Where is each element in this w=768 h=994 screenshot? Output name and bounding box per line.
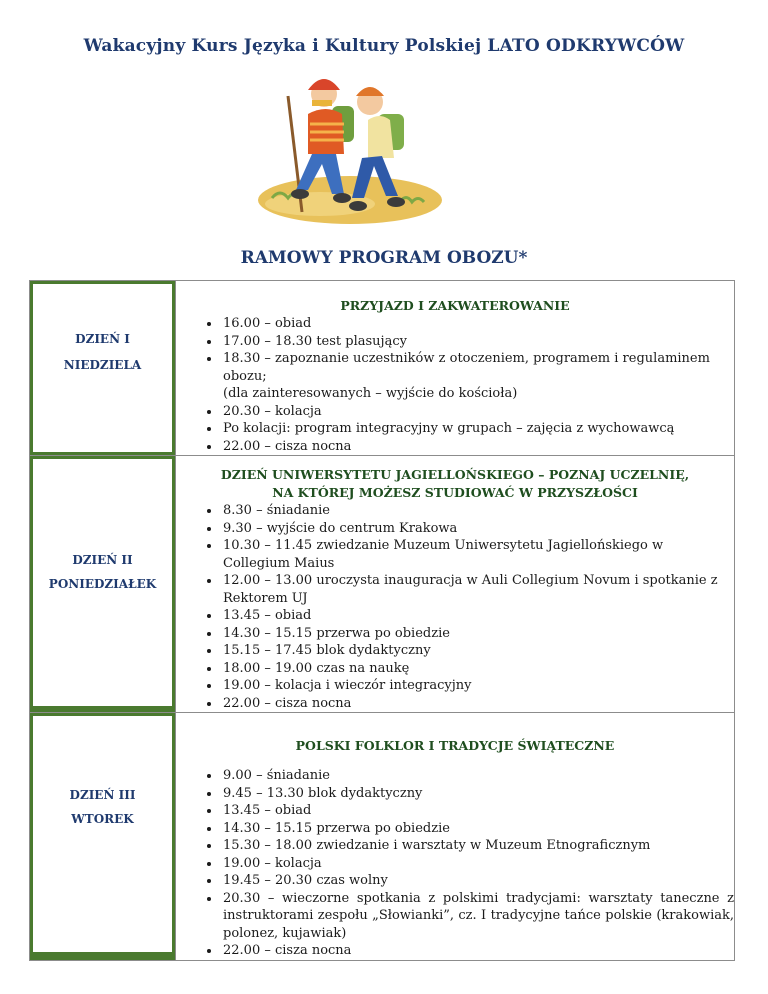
list-item: • 22.00 – cisza nocna xyxy=(221,438,734,456)
list-item-note: (dla zainteresowanych – wyjście do kościoła) xyxy=(223,386,518,401)
day-theme-line: PRZYJAZD I ZAKWATEROWANIE xyxy=(340,298,570,313)
page-title: Wakacyjny Kurs Języka i Kultury Polskiej LATO ODKRYWCÓW xyxy=(83,36,685,56)
day-label-cell xyxy=(30,456,176,713)
list-item: • 18.00 – 19.00 czas na naukę xyxy=(221,660,734,678)
list-item: • Po kolacji: program integracyjny w grupach – zajęcia z wychowawcą xyxy=(221,420,734,438)
list-item: • 9.00 – śniadanie xyxy=(221,767,734,785)
list-item: • 17.00 – 18.30 test plasujący xyxy=(221,333,734,351)
day-row xyxy=(30,456,735,713)
day-theme xyxy=(176,466,734,502)
list-item: • 8.30 – śniadanie xyxy=(221,502,734,520)
day-row xyxy=(30,281,735,456)
day-theme-line: POLSKI FOLKLOR I TRADYCJE ŚWIĄTECZNE xyxy=(295,738,615,753)
day-theme xyxy=(176,737,734,755)
day-label-box xyxy=(33,284,172,452)
day-label-box xyxy=(33,716,172,952)
schedule-list xyxy=(176,502,734,712)
day-content xyxy=(176,456,735,713)
list-item: • 10.30 – 11.45 zwiedzanie Muzeum Uniwersytetu Jagiellońskiego w Collegium Maius xyxy=(221,537,734,572)
list-item: • 19.00 – kolacja xyxy=(221,855,734,873)
list-item: • 19.00 – kolacja i wieczór integracyjny xyxy=(221,677,734,695)
day-weekday: NIEDZIELA xyxy=(63,358,142,372)
day-label-cell xyxy=(30,281,176,456)
day-number: DZIEŃ I xyxy=(75,332,130,346)
list-item: • 14.30 – 15.15 przerwa po obiedzie xyxy=(221,820,734,838)
list-item: • 9.30 – wyjście do centrum Krakowa xyxy=(221,520,734,538)
list-item: • 16.00 – obiad xyxy=(221,315,734,333)
list-item: • 20.30 – wieczorne spotkania z polskimi tradycjami: warsztaty taneczne z instruktorami zespołu „Słowianki”, cz. I tradycyjne tańce polskie (krakowiak, polonez, kujawiak) xyxy=(221,890,734,943)
day-content xyxy=(176,281,735,456)
day-theme-line: DZIEŃ UNIWERSYTETU JAGIELLOŃSKIEGO – POZNAJ UCZELNIĘ, xyxy=(220,467,690,482)
list-item: • 22.00 – cisza nocna xyxy=(221,942,734,960)
list-item xyxy=(221,350,734,403)
list-item: • 15.30 – 18.00 zwiedzanie i warsztaty w Muzeum Etnograficznym xyxy=(221,837,734,855)
list-item: • 14.30 – 15.15 przerwa po obiedzie xyxy=(221,625,734,643)
day-label-box xyxy=(33,459,172,706)
list-item: • 12.00 – 13.00 uroczysta inauguracja w Auli Collegium Novum i spotkanie z Rektorem UJ xyxy=(221,572,734,607)
list-item: • 9.45 – 13.30 blok dydaktyczny xyxy=(221,785,734,803)
hikers-illustration xyxy=(250,62,455,240)
list-item: • 19.45 – 20.30 czas wolny xyxy=(221,872,734,890)
day-weekday: WTOREK xyxy=(71,812,134,826)
day-label-cell xyxy=(30,713,176,961)
day-content xyxy=(176,713,735,961)
schedule-list xyxy=(176,315,734,455)
list-item: • 13.45 – obiad xyxy=(221,802,734,820)
list-item: • 22.00 – cisza nocna xyxy=(221,695,734,713)
list-item: • 20.30 – kolacja xyxy=(221,403,734,421)
list-item-text: 18.30 – zapoznanie uczestników z otoczeniem, programem i regulaminem obozu; xyxy=(223,351,710,384)
program-table xyxy=(29,280,735,961)
list-item: • 15.15 – 17.45 blok dydaktyczny xyxy=(221,642,734,660)
day-theme-line: NA KTÓREJ MOŻESZ STUDIOWAĆ W PRZYSZŁOŚCI xyxy=(272,485,638,500)
list-item: • 13.45 – obiad xyxy=(221,607,734,625)
day-weekday: PONIEDZIAŁEK xyxy=(48,577,157,591)
schedule-list xyxy=(176,767,734,960)
day-theme xyxy=(176,297,734,315)
day-row xyxy=(30,713,735,961)
day-number: DZIEŃ III xyxy=(69,788,136,802)
program-subtitle: RAMOWY PROGRAM OBOZU* xyxy=(240,248,528,268)
day-number: DZIEŃ II xyxy=(72,553,133,567)
